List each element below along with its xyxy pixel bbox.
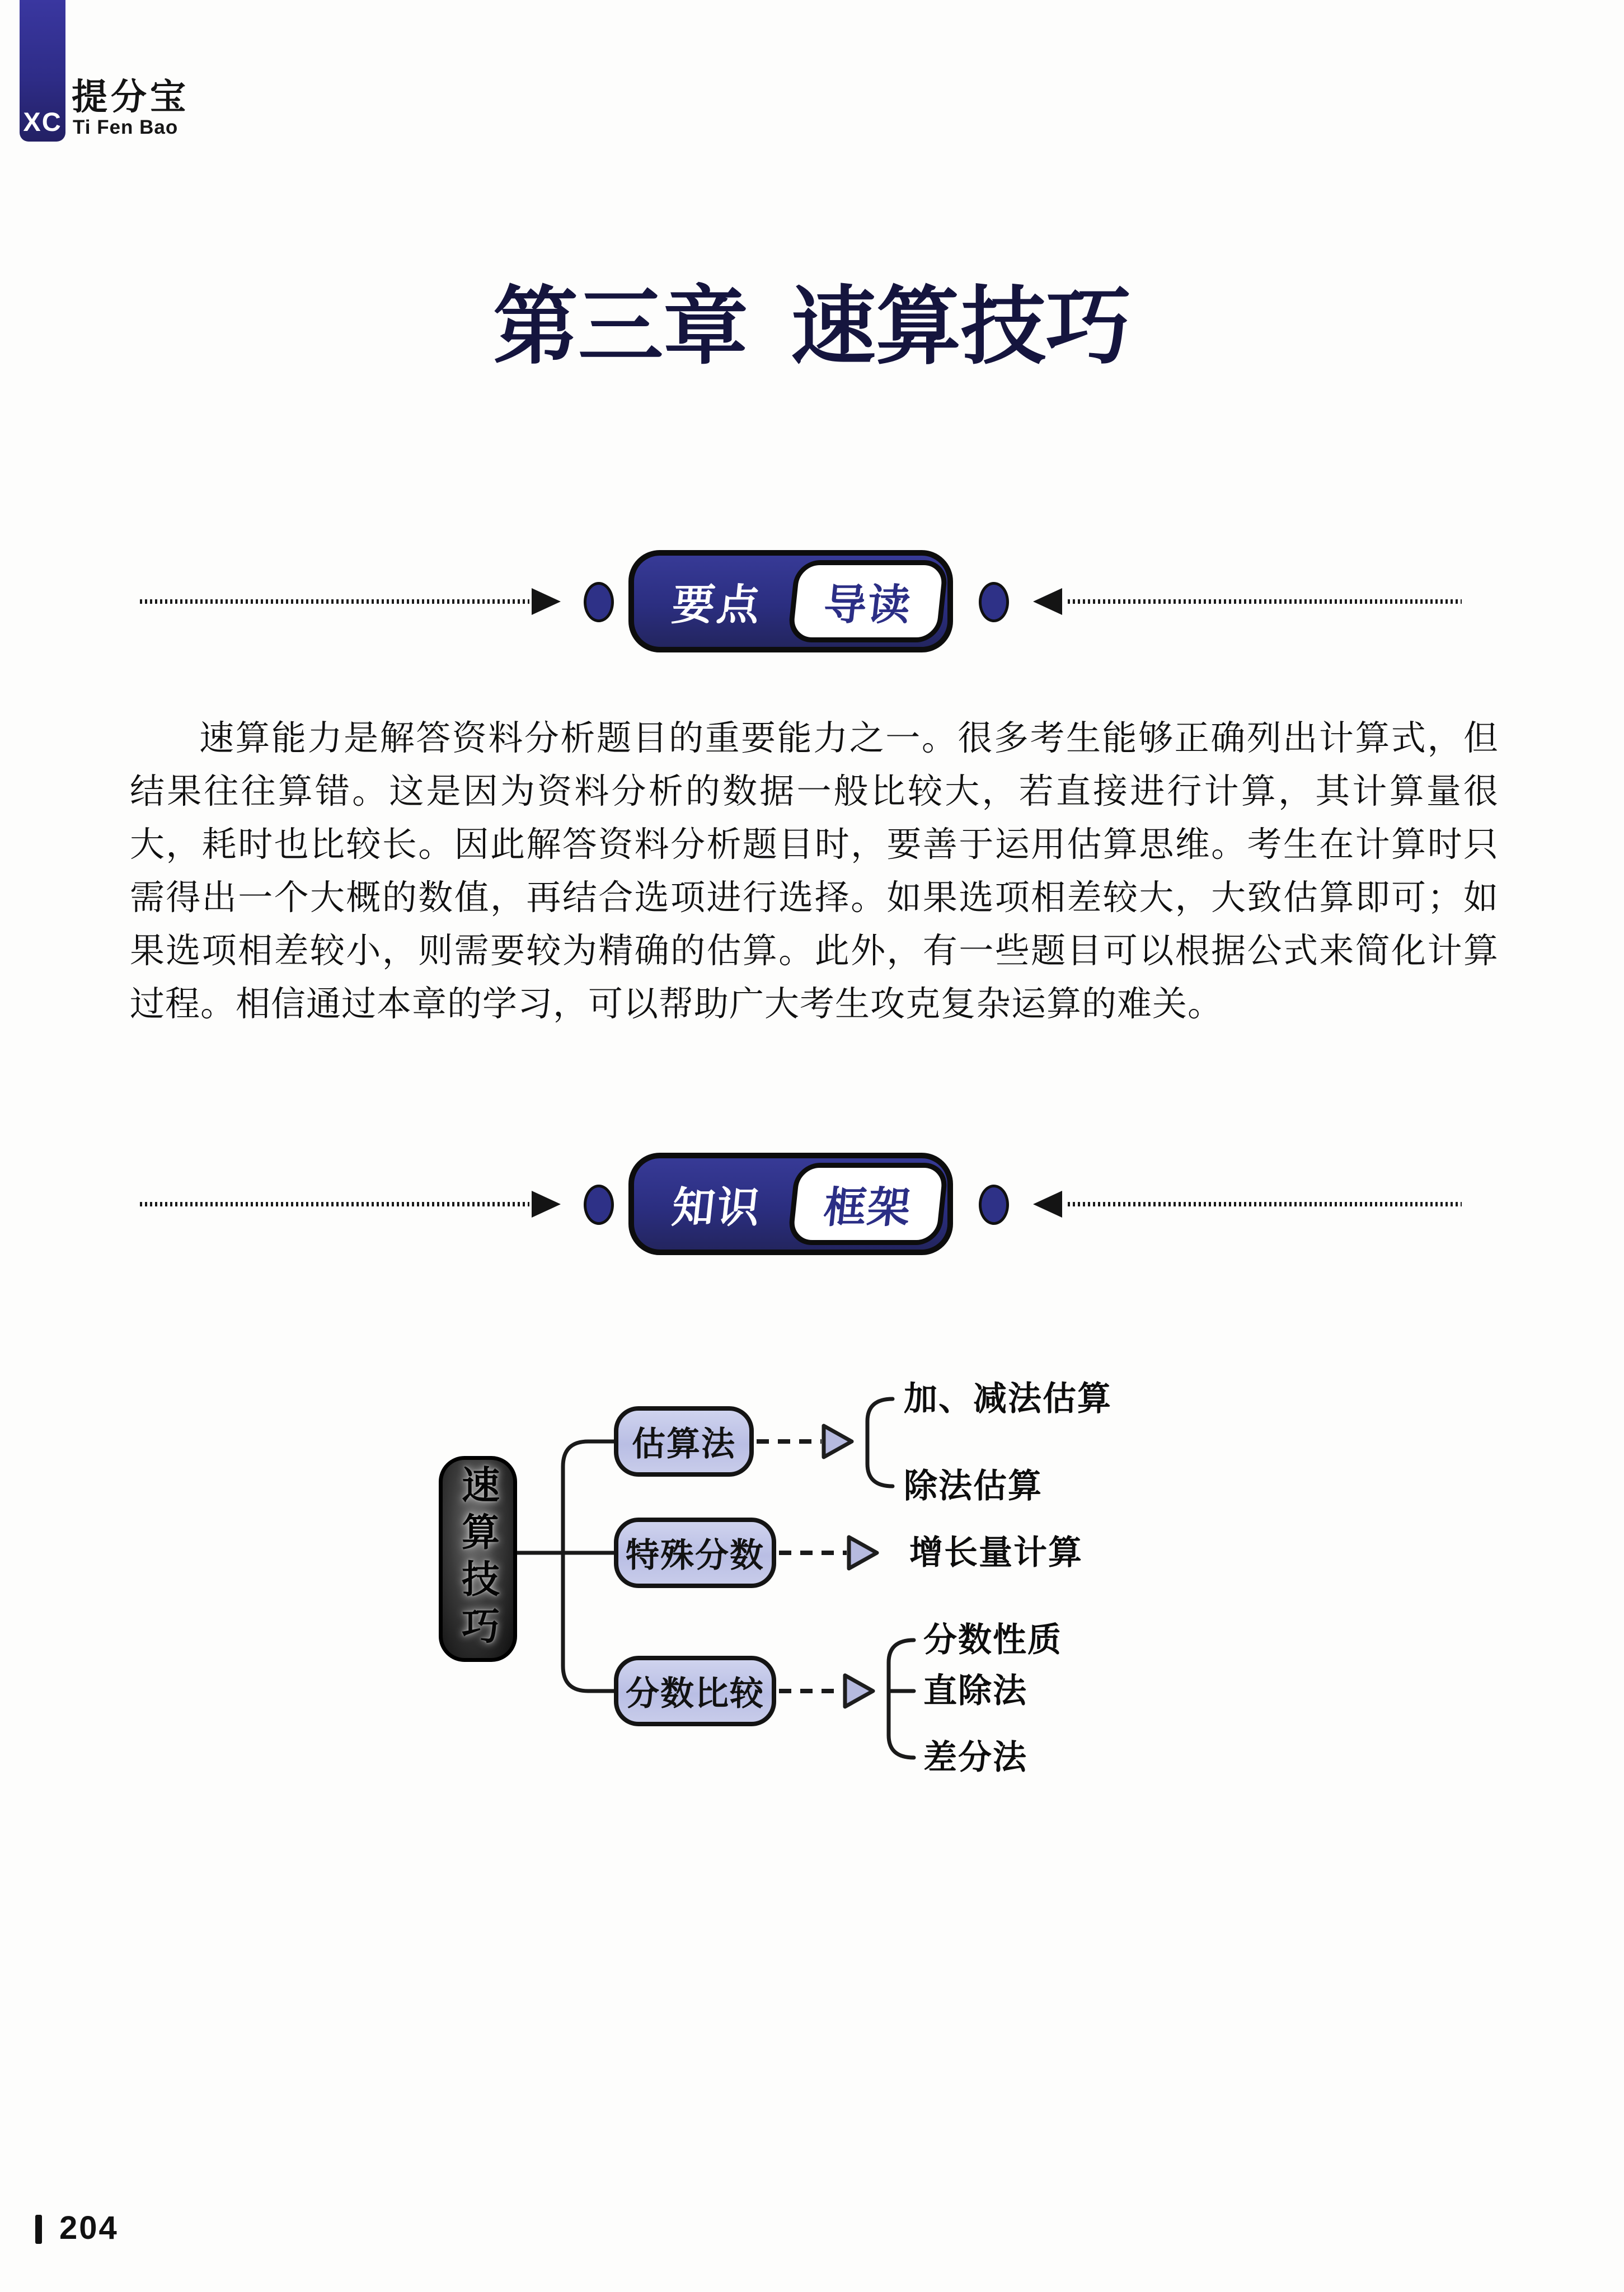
arrow-left-icon: [1033, 588, 1062, 615]
mindmap-node-fraction-comparison: 分数比较: [614, 1656, 776, 1726]
intro-paragraph: 速算能力是解答资料分析题目的重要能力之一。很多考生能够正确列出计算式，但结果往往算错。这是因为资料分析的数据一般比较大，若直接进行计算，其计算量很大，耗时也比较长。因此解答资料分析题目时，要善于运用估算思维。考生在计算时只需得出一个大概的数值，再结合选项进行选择。如果选项相差较大，大致估算即可；如果选项相差较小，则需要较为精确的估算。此外，有一些题目可以根据公式来简化计算过程。相信通过本章的学习，可以帮助广大考生攻克复杂运算的难关。: [130, 719, 1499, 1023]
logo-pinyin: Ti Fen Bao: [73, 116, 179, 138]
dot-icon: [584, 1185, 614, 1225]
dot-icon: [584, 582, 614, 622]
mindmap-leaf: 分数性质: [923, 1621, 1062, 1659]
banner-pill: [628, 550, 953, 652]
chapter-title: [0, 259, 1624, 381]
logo-badge-text: XC: [23, 107, 62, 137]
mindmap-root-label: 速算技巧: [456, 1465, 499, 1653]
arrowhead-branch2-icon: [849, 1537, 877, 1568]
dotted-line-right: [1068, 1202, 1462, 1206]
arrow-right-icon: [532, 1191, 561, 1218]
dotted-line-left: [140, 599, 529, 604]
mindmap-leaf: 差分法: [923, 1739, 1027, 1776]
mindmap-root-node: [439, 1456, 517, 1662]
mindmap-connectors: [392, 1343, 1287, 2014]
banner-left-label: 知识: [669, 1184, 764, 1232]
logo-name: 提分宝: [72, 77, 189, 117]
banner-pill: [628, 1153, 953, 1255]
arrowhead-branch3-icon: [845, 1675, 873, 1707]
arrow-right-icon: [532, 588, 561, 615]
banner-left-label: 要点: [669, 581, 764, 629]
mindmap-leaf: 直除法: [923, 1672, 1027, 1709]
fork-branch3: [889, 1640, 914, 1758]
mindmap-leaf: 增长量计算: [909, 1534, 1083, 1571]
dot-icon: [979, 582, 1009, 622]
mindmap-node-special-fractions: 特殊分数: [614, 1518, 776, 1588]
banner-right-label: 导读: [787, 560, 949, 642]
connector-spine-top: [563, 1441, 614, 1553]
dotted-line-left: [140, 1202, 529, 1206]
mindmap-leaf: 加、减法估算: [904, 1380, 1112, 1417]
key-points-banner: [0, 550, 1624, 656]
fork-branch1: [867, 1399, 893, 1486]
mindmap-node-estimation: 估算法: [614, 1406, 754, 1477]
connector-spine-bottom: [563, 1553, 614, 1691]
page-number: 204: [59, 2210, 119, 2246]
banner-right-label: 框架: [787, 1163, 949, 1245]
arrowhead-branch1-icon: [824, 1426, 852, 1457]
page-number-bar: [35, 2215, 42, 2244]
dotted-line-right: [1068, 599, 1462, 604]
knowledge-framework-mindmap: [392, 1343, 1287, 2014]
arrow-left-icon: [1033, 1191, 1062, 1218]
mindmap-leaf: 除法估算: [904, 1467, 1043, 1505]
logo-badge: [20, 0, 65, 142]
knowledge-framework-banner: [0, 1153, 1624, 1259]
dot-icon: [979, 1185, 1009, 1225]
chapter-name: 速算技巧: [791, 280, 1131, 374]
chapter-number: 第三章: [493, 280, 748, 374]
